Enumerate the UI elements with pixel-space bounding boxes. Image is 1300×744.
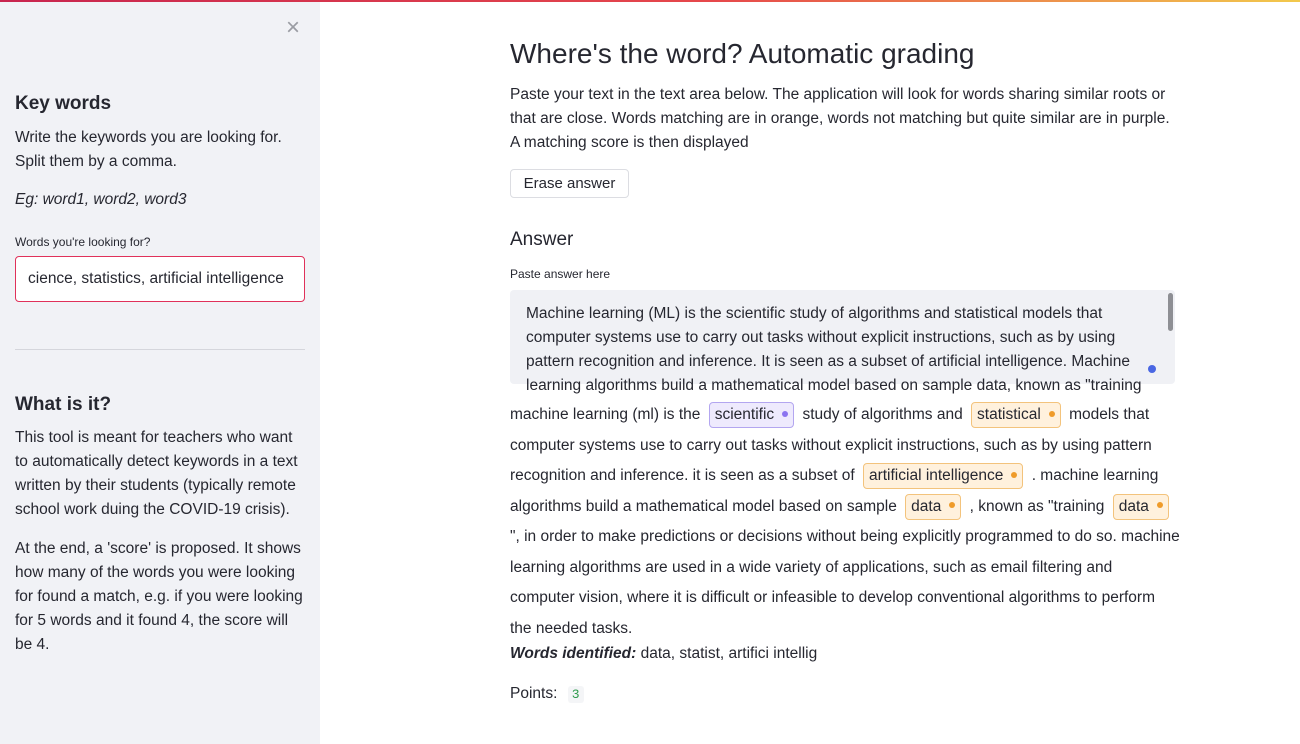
similar-dot-icon: [782, 411, 788, 417]
matched-word-chip: data: [905, 494, 961, 520]
points-value: 3: [568, 686, 584, 703]
keywords-input-label: Words you're looking for?: [15, 235, 151, 249]
close-sidebar-icon[interactable]: ×: [285, 14, 300, 41]
erase-answer-button[interactable]: Erase answer: [510, 169, 629, 198]
keywords-instructions: Write the keywords you are looking for. Split them by a comma.: [15, 129, 282, 170]
match-dot-icon: [1049, 411, 1055, 417]
result-text: machine learning (ml) is the: [510, 406, 701, 423]
textarea-scrollbar[interactable]: [1168, 293, 1173, 331]
result-text: ", in order to make predictions or decisions without being explicitly programmed to do so. machine learning algorithms are used in a wide variety of applications, such as email filtering and computer vision, where it is difficult or infeasible to develop conventional algorithms to perform the needed tasks.: [510, 528, 1180, 637]
answer-textarea-label: Paste answer here: [510, 267, 611, 281]
matched-word-chip: artificial intelligence: [863, 463, 1023, 489]
keywords-input[interactable]: [16, 257, 304, 301]
words-identified: [510, 645, 817, 663]
matched-word-chip: data: [1113, 494, 1169, 520]
score-paragraph: At the end, a 'score' is proposed. It shows how many of the words you were looking for found a match, e.g. if you were looking for 5 words and it found 4, the score will be 4.: [15, 540, 303, 653]
answer-heading: Answer: [510, 229, 574, 250]
result-text: , known as "training: [969, 497, 1105, 515]
words-identified-label: Words identified:: [510, 645, 637, 662]
match-dot-icon: [1011, 472, 1017, 478]
answer-textarea[interactable]: [510, 290, 1175, 394]
keywords-example: Eg: word1, word2, word3: [15, 191, 187, 208]
match-dot-icon: [1157, 502, 1163, 508]
words-identified-value: data, statist, artifici intellig: [640, 645, 818, 662]
sidebar: [0, 2, 320, 744]
answer-textarea-content[interactable]: Machine learning (ML) is the scientific study of algorithms and statistical models that computer systems use to carry out tasks without explicit instructions, such as by using pattern recognition and inference. It is seen as a subset of artificial intelligence. Machine learning algorithms build a mathematical model based on sample data, known as "training: [526, 305, 1142, 394]
keywords-heading: Key words: [15, 93, 112, 114]
similar-word-chip: scientific: [709, 402, 794, 428]
keywords-input-wrapper: [15, 256, 305, 302]
sidebar-divider: [15, 349, 305, 350]
result-text: study of algorithms and: [802, 406, 963, 423]
about-paragraph: This tool is meant for teachers who want to automatically detect keywords in a text written by their students (typically remote school work duing the COVID-19 crisis).: [15, 429, 298, 518]
matched-word-chip: statistical: [971, 402, 1061, 428]
points-label: Points:: [510, 685, 558, 702]
points-line: [510, 685, 584, 703]
grammar-indicator-icon: [1148, 365, 1156, 373]
page-title: Where's the word? Automatic grading: [510, 38, 975, 69]
about-heading: What is it?: [15, 394, 112, 415]
result-text: models that computer systems use to carry out tasks without explicit instructions, such as by using pattern recognition and inference. it is seen as a subset of: [510, 406, 1152, 484]
match-dot-icon: [949, 502, 955, 508]
result-text: . machine learning algorithms build a mathematical model based on sample: [510, 467, 1159, 515]
intro-text: Paste your text in the text area below. The application will look for words sharing similar roots or that are close. Words matching are in orange, words not matching but quite similar are in purple. A matching score is then displayed: [510, 86, 1170, 151]
highlighted-result: [510, 400, 1180, 644]
